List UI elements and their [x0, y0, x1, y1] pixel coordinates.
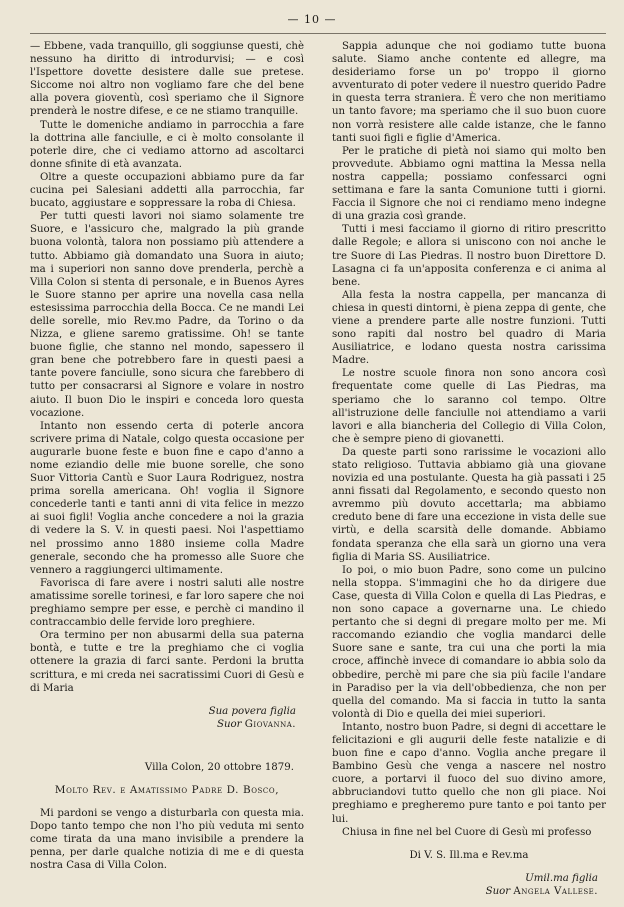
- right-column: [332, 40, 606, 898]
- left-column: [30, 40, 304, 872]
- right-paragraph: Tutti i mesi facciamo il giorno di ritiro prescritto dalle Regole; e allora si uniscono con noi anche le tre Suore di Las Piedras. Il nostro buon Direttore D. Lasagna ci fa un'apposita conferenza e ci anima al bene.: [332, 224, 606, 288]
- right-paragraph: Intanto, nostro buon Padre, si degni di accettare le felicitazioni e gli augurii delle feste natalizie e di buon fine e capo d'anno. Voglia anche pregare il Bambino Gesù che venga a nascere nel nostro cuore, a portarvi il fuoco del suo divino amore, abbruciandovi tutto quello che non gli piace. Noi preghiamo e pregheremo pure tanto e poi tanto per lui.: [332, 721, 606, 825]
- left-paragraph: Mi pardoni se vengo a disturbarla con questa mia. Dopo tanto tempo che non l'ho più veduta mi sento come tirata da una mano invisibile a prendere la penna, per darle qualche notizia di me e di questa nostra Casa di Villa Colon.: [30, 807, 304, 872]
- signature-line: Umil.ma figlia: [525, 872, 598, 884]
- signature-prefix: Suor: [485, 885, 511, 897]
- signature-name-line: [30, 718, 296, 731]
- left-paragraph: Oltre a queste occupazioni abbiamo pure da far cucina pei Salesiani addetti alla parrocchia, far bucato, aggiustare e soppressare la roba di Chiesa.: [30, 171, 304, 210]
- signature-name-line: [332, 885, 598, 898]
- left-paragraph: Tutte le domeniche andiamo in parrocchia a fare la dottrina alle fanciulle, e ci è molto consolante il poterle dire, che ci vediamo attorno ad ascoltarci donne sfinite di età avanzata.: [30, 119, 304, 170]
- signature-line: Sua povera figlia: [208, 705, 296, 717]
- signature-giovanna: [30, 705, 296, 731]
- signature-prefix: Suor: [217, 718, 242, 730]
- closing-line: Di V. S. Ill.ma e Rev.ma: [409, 849, 529, 861]
- right-paragraph: Da queste parti sono rarissime le vocazioni allo stato religioso. Tuttavia abbiamo già una giovane novizia ed una postulante. Questa ha già passati i 25 anni fissati dal Regolamento, e secondo questo non avremmo più dovuto accettarla; ma abbiamo creduto bene di fare una eccezione in vista delle sue virtù, e della scarsità delle domande. Abbiamo fondata speranza che ella sarà un giorno una vera figlia di Maria SS. Ausiliatrice.: [332, 446, 606, 563]
- right-paragraph: Per le pratiche di pietà noi siamo qui molto ben provvedute. Abbiamo ogni mattina la Messa nella nostra cappella; possiamo confessarci ogni settimana e fare la santa Comunione tutti i giorni. Faccia il Signore che noi ci rendiamo meno indegne di una grazia così grande.: [332, 145, 606, 223]
- dateline: Villa Colon, 20 ottobre 1879.: [144, 761, 294, 773]
- salutation: Molto Rev. e Amatissimo Padre D. Bosco,: [54, 783, 280, 796]
- left-paragraph: Per tutti questi lavori noi siamo solamente tre Suore, e l'assicuro che, malgrado la più grande buona volontà, talora non possiamo più attendere a tutto. Abbiamo già domandato una Suora in aiuto; ma i superiori non sanno dove prenderla, perchè a Villa Colon si stenta di personale, e in Buenos Ayres le Suore stanno per aprire una novella casa nella estesissima parrocchia della Bocca. Ce ne mandi Lei delle sorelle, mio Rev.mo Padre, da Torino o da Nizza, e gliene saremo gratissime. Oh! se tante buone figlie, che stanno nel mondo, sapessero il gran bene che potrebbero fare in questi paesi a tante povere fanciulle, sono sicura che farebbero di tutto per consacrarsi al Signore e volare in nostro aiuto. Il buon Dio le inspiri e conceda loro questa vocazione.: [30, 211, 304, 419]
- left-paragraph: — Ebbene, vada tranquillo, gli soggiunse questi, chè nessuno ha diritto di introdurvisi; — e così l'Ispettore dovette desistere dalle sue pretese. Siccome noi altro non vogliamo fare che del bene alla povera gioventù, così speriamo che il Signore prenderà le nostre difese, e ce ne stiamo tranquille.: [30, 41, 304, 118]
- left-paragraph: Ora termino per non abusarmi della sua paterna bontà, e tutte e tre la preghiamo che ci voglia ottenere la grazia di farci sante. Perdoni la brutta scrittura, e mi creda nei sacratissimi Cuori di Gesù e di Maria: [30, 630, 304, 694]
- right-paragraph: Io poi, o mio buon Padre, sono come un pulcino nella stoppa. S'immagini che ho da dirigere due Case, questa di Villa Colon e quella di Las Piedras, e non sono capace a governarne una. Le chiedo pertanto che si degni di pregare molto per me. Mi raccomando eziandio che voglia mandarci delle Suore sane e sante, tra cui una che porti la mia croce, affinchè invece di comandare io abbia solo da obbedire, perchè mi pare che sia più facile l'andare in Paradiso per la via dell'obbedienza, che non per quella del comando. Ma si faccia in tutto la santa volontà di Dio e quella dei miei superiori.: [332, 564, 606, 720]
- right-paragraph: Sappia adunque che noi godiamo tutte buona salute. Siamo anche contente ed allegre, ma desideriamo forse un po' troppo il giorno avventurato di poter vedere il nuestro querido Padre in questa terra straniera. È vero che non meritiamo un tanto favore; ma speriamo che il suo buon cuore non vorrà resistere alle calde istanze, che le fanno tanti suoi figli e figlie d'America.: [332, 41, 606, 144]
- right-paragraph: Alla festa la nostra cappella, per mancanza di chiesa in questi dintorni, è piena zeppa di gente, che viene a prendere parte alle nostre funzioni. Tutti sono rapiti dal nostro bel quadro di Maria Ausiliatrice, e lodano questa nostra carissima Madre.: [332, 289, 606, 367]
- left-paragraph: Favorisca di fare avere i nostri saluti alle nostre amatissime sorelle torinesi, e far loro sapere che noi preghiamo sempre per esse, e perchè ci mandino il contraccambio delle fervide loro preghiere.: [30, 577, 304, 629]
- header-rule: [30, 33, 606, 34]
- page-number: — 10 —: [287, 13, 337, 26]
- left-paragraph: Intanto non essendo certa di poterle ancora scrivere prima di Natale, colgo questa occasione per augurarle buone feste e buon fine e capo d'anno a nome eziandio delle mie buone sorelle, che sono Suor Vittoria Cantù e Suor Laura Rodriguez, nostra prima sorella americana. Oh! voglia il Signore concederle tanti e tanti anni di vita felice in mezzo ai suoi figli! Voglia anche concedere a noi la grazia di vedere la S. V. in questi paesi. Noi l'aspettiamo nel prossimo anno 1880 insieme colla Madre generale, secondo che ha promesso alle Suore che vennero a raggiungerci ultimamente.: [30, 420, 304, 576]
- right-paragraph: Chiusa in fine nel bel Cuore di Gesù mi professo: [342, 826, 592, 838]
- right-paragraph: Le nostre scuole finora non sono ancora così frequentate come quelle di Las Piedras, ma speriamo che lo saranno col tempo. Oltre all'istruzione delle fanciulle noi attendiamo a varii lavori e alla biancheria del Collegio di Villa Colon, che è sempre pieno di giovanetti.: [332, 368, 606, 445]
- signature-angela: [332, 872, 598, 898]
- signature-name: Giovanna.: [244, 718, 296, 730]
- signature-name: Angela Vallese.: [513, 885, 598, 897]
